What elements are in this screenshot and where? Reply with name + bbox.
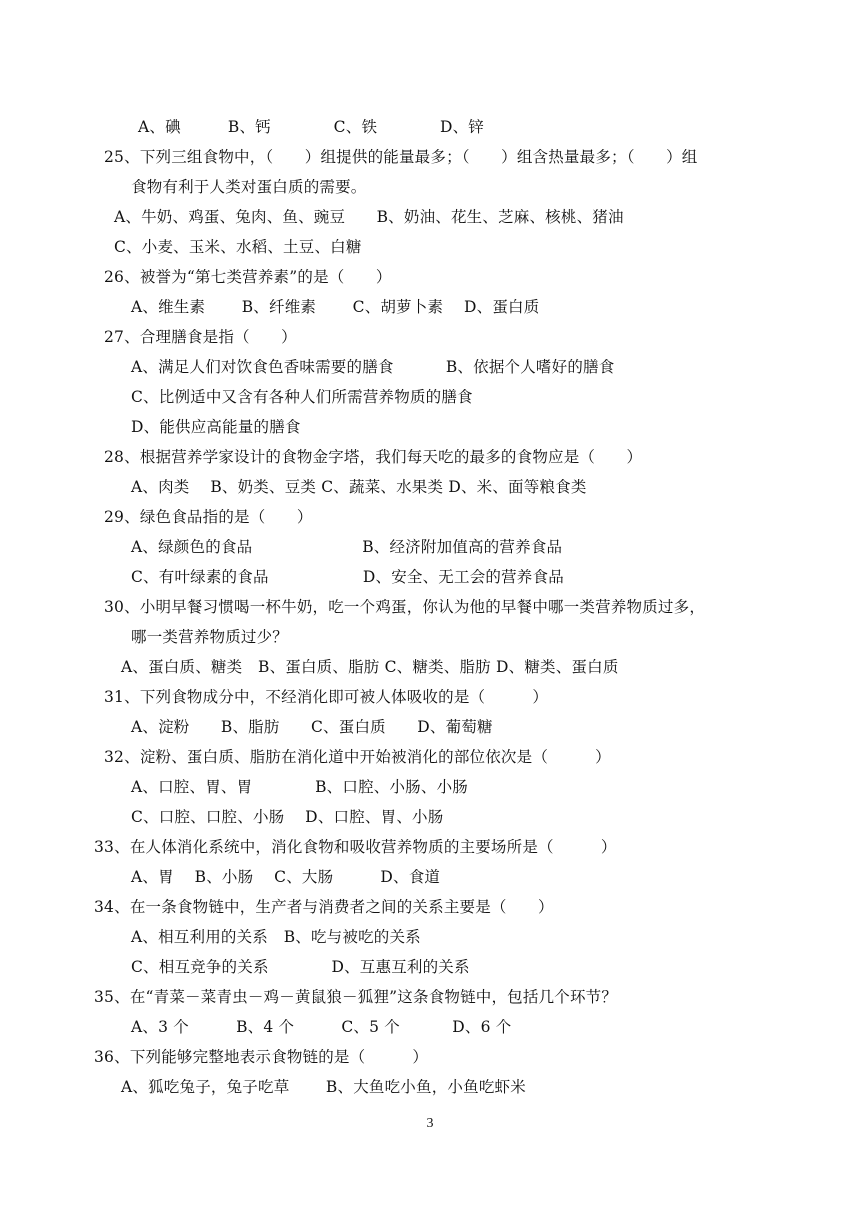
question-25-cont: 食物有利于人类对蛋白质的需要。: [131, 178, 367, 196]
option-line: C、相互竞争的关系 D、互惠互利的关系: [131, 958, 470, 976]
option-line: A、肉类 B、奶类、豆类 C、蔬菜、水果类 D、米、面等粮食类: [131, 478, 587, 496]
question-28: 28、根据营养学家设计的食物金字塔，我们每天吃的最多的食物应是（ ）: [104, 448, 643, 466]
option-line: A、口腔、胃、胃 B、口腔、小肠、小肠: [131, 778, 468, 796]
option-line: A、绿颜色的食品 B、经济附加值高的营养食品: [131, 538, 563, 556]
option-line: A、碘 B、钙 C、铁 D、锌: [138, 118, 484, 136]
question-32: 32、淀粉、蛋白质、脂肪在消化道中开始被消化的部位依次是（ ）: [104, 748, 611, 766]
option-line: C、比例适中又含有各种人们所需营养物质的膳食: [131, 388, 473, 406]
option-line: A、牛奶、鸡蛋、兔肉、鱼、豌豆 B、奶油、花生、芝麻、核桃、猪油: [114, 208, 624, 226]
option-line: A、蛋白质、糖类 B、蛋白质、脂肪 C、糖类、脂肪 D、糖类、蛋白质: [121, 658, 619, 676]
question-36: 36、下列能够完整地表示食物链的是（ ）: [94, 1048, 429, 1066]
option-line: D、能供应高能量的膳食: [131, 418, 301, 436]
option-line: C、口腔、口腔、小肠 D、口腔、胃、小肠: [131, 808, 444, 826]
option-line: A、3 个 B、4 个 C、5 个 D、6 个: [131, 1018, 512, 1036]
question-30: 30、小明早餐习惯喝一杯牛奶，吃一个鸡蛋，你认为他的早餐中哪一类营养物质过多，: [104, 598, 706, 616]
question-33: 33、在人体消化系统中，消化食物和吸收营养物质的主要场所是（ ）: [94, 838, 617, 856]
question-25: 25、下列三组食物中，（ ）组提供的能量最多；（ ）组含热量最多；（ ）组: [104, 148, 698, 166]
page-number: 3: [426, 1116, 434, 1131]
option-line: A、狐吃兔子，兔子吃草 B、大鱼吃小鱼，小鱼吃虾米: [121, 1078, 526, 1096]
question-31: 31、下列食物成分中，不经消化即可被人体吸收的是（ ）: [104, 688, 549, 706]
option-line: A、满足人们对饮食色香味需要的膳食 B、依据个人嗜好的膳食: [131, 358, 615, 376]
question-30-cont: 哪一类营养物质过少？: [131, 628, 289, 646]
question-35: 35、在“青菜－菜青虫－鸡－黄鼠狼－狐狸”这条食物链中，包括几个环节？: [94, 988, 618, 1006]
question-29: 29、绿色食品指的是（ ）: [104, 508, 313, 526]
question-34: 34、在一条食物链中，生产者与消费者之间的关系主要是（ ）: [94, 898, 554, 916]
question-27: 27、合理膳食是指（ ）: [104, 328, 297, 346]
option-line: A、胃 B、小肠 C、大肠 D、食道: [131, 868, 441, 886]
option-line: C、有叶绿素的食品 D、安全、无工会的营养食品: [131, 568, 564, 586]
option-line: A、相互利用的关系 B、吃与被吃的关系: [131, 928, 421, 946]
question-26: 26、被誉为“第七类营养素”的是（ ）: [104, 268, 392, 286]
option-line: C、小麦、玉米、水稻、土豆、白糖: [114, 238, 362, 256]
option-line: A、淀粉 B、脂肪 C、蛋白质 D、葡萄糖: [131, 718, 493, 736]
option-line: A、维生素 B、纤维素 C、胡萝卜素 D、蛋白质: [131, 298, 540, 316]
